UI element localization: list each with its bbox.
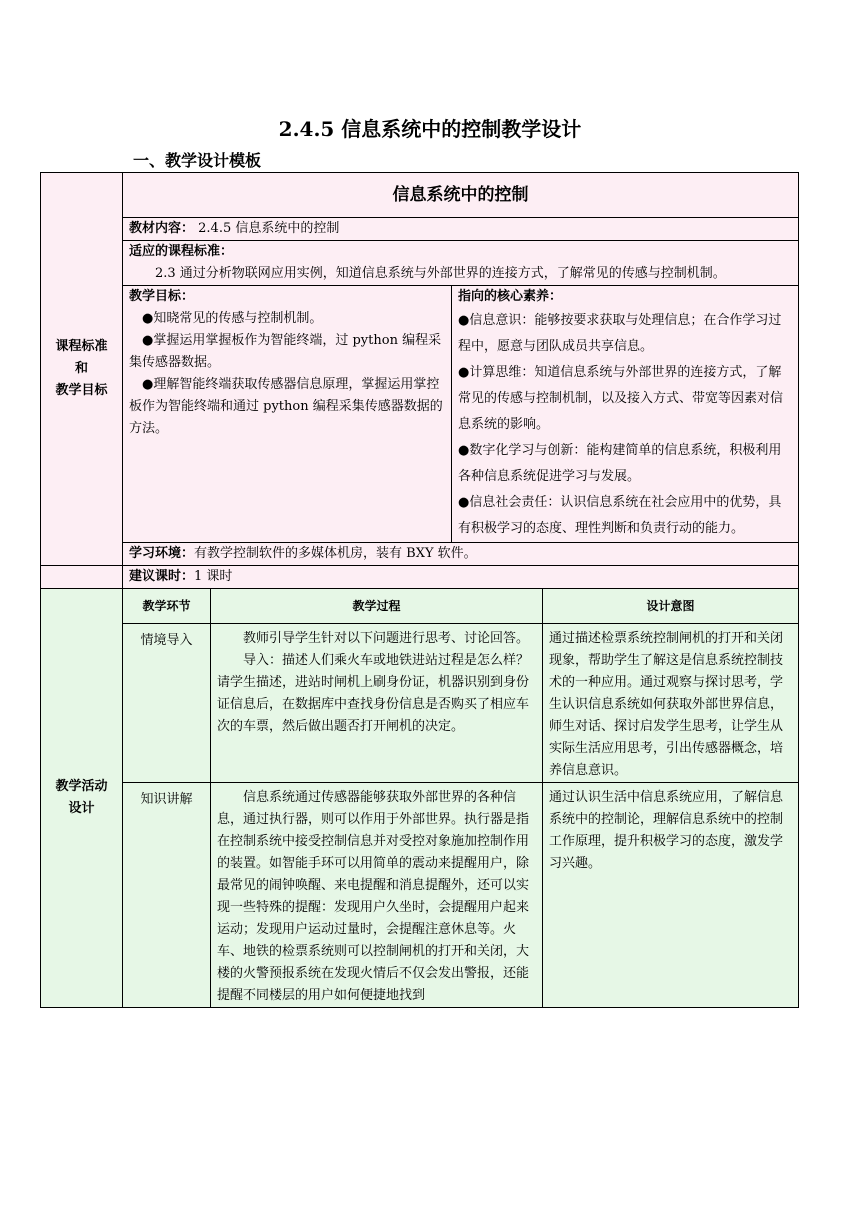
header-phase: 教学环节	[123, 589, 211, 624]
objectives-cell	[123, 286, 452, 543]
side-label-line: 教学活动	[55, 779, 108, 794]
hours-label: 建议课时：	[129, 569, 195, 584]
material-row	[123, 218, 799, 241]
core-literacy-cell	[452, 286, 799, 543]
material-value: 2.4.5 信息系统中的控制	[198, 221, 340, 236]
side-label-activities	[41, 589, 123, 1008]
objective-item: ●知晓常见的传感与控制机制。	[142, 311, 323, 326]
core-literacy-item: ●信息社会责任：认识信息系统在社会应用中的优势，具有积极学习的态度、理性判断和负责行动的能力。	[458, 495, 782, 536]
process-cell	[211, 624, 543, 783]
phase-cell: 情境导入	[123, 624, 211, 783]
process-paragraph: 教师引导学生针对以下问题进行思考、讨论回答。	[243, 631, 530, 646]
curriculum-standard-cell	[123, 241, 799, 286]
hours-side-cell	[41, 566, 123, 589]
process-paragraph: 信息系统通过传感器能够获取外部世界的各种信息，通过执行器，则可以作用于外部世界。执行器是指在控制系统中接受控制信息并对受控对象施加控制作用的装置。如智能手环可以用简单的震动来提醒用户，除最常见的闹钟唤醒、来电提醒和消息提醒外，还可以实现一些特殊的提醒：发现用户久坐时，会提醒用户起来运动；发现用户运动过量时，会提醒注意休息等。火车、地铁的检票系统则可以控制闸机的打开和关闭，大楼的火警预报系统在发现火情后不仅会发出警报，还能提醒不同楼层的用户如何便捷地找到	[217, 790, 530, 1003]
hours-row	[123, 566, 799, 589]
lesson-design-table	[40, 172, 799, 1008]
intent-cell: 通过描述检票系统控制闸机的打开和关闭现象，帮助学生了解这是信息系统控制技术的一种应用。通过观察与探讨思考，学生认识信息系统如何获取外部世界信息，师生对话、探讨启发学生思考，让学生从实际生活应用思考，引出传感器概念，培养信息意识。	[543, 624, 799, 783]
side-label-line: 课程标准	[55, 339, 108, 354]
document-title: 2.4.5 信息系统中的控制教学设计	[278, 117, 582, 141]
side-label-line: 教学目标	[55, 383, 108, 398]
objective-item: ●理解智能终端获取传感器信息原理，掌握运用掌控板作为智能终端和通过 python 编程采集传感器数据的方法。	[129, 377, 443, 436]
hours-value: 1 课时	[194, 569, 233, 584]
course-title: 信息系统中的控制	[123, 173, 799, 218]
objectives-label: 教学目标：	[129, 289, 195, 304]
process-cell	[211, 783, 543, 1008]
header-intent: 设计意图	[543, 589, 799, 624]
process-paragraph: 导入：描述人们乘火车或地铁进站过程是怎么样？请学生描述，进站时闸机上刷身份证，机器识别到身份证信息后，在数据库中查找身份信息是否购买了相应车次的车票，然后做出题否打开闸机的决定。	[217, 653, 530, 734]
environment-row	[123, 543, 799, 566]
core-literacy-label: 指向的核心素养：	[458, 289, 563, 304]
header-process: 教学过程	[211, 589, 543, 624]
intent-cell: 通过认识生活中信息系统应用，了解信息系统中的控制论，理解信息系统中的控制工作原理，提升积极学习的态度，激发学习兴趣。	[543, 783, 799, 1008]
environment-value: 有教学控制软件的多媒体机房，装有 BXY 软件。	[194, 546, 477, 561]
phase-cell: 知识讲解	[123, 783, 211, 1008]
side-label-standards	[41, 173, 123, 566]
section-heading: 一、教学设计模板	[133, 151, 262, 170]
core-literacy-item: ●数字化学习与创新：能构建简单的信息系统，积极利用各种信息系统促进学习与发展。	[458, 443, 782, 484]
material-label: 教材内容：	[129, 221, 195, 236]
core-literacy-item: ●信息意识：能够按要求获取与处理信息；在合作学习过程中，愿意与团队成员共享信息。	[458, 313, 782, 354]
objective-item: ●掌握运用掌握板作为智能终端，过 python 编程采集传感器数据。	[129, 333, 442, 370]
side-label-line: 和	[74, 361, 88, 376]
curriculum-standard-label: 适应的课程标准：	[129, 244, 234, 259]
side-label-line: 设计	[68, 801, 95, 816]
curriculum-standard-text: 2.3 通过分析物联网应用实例，知道信息系统与外部世界的连接方式，了解常见的传感与控制机制。	[155, 266, 726, 281]
environment-label: 学习环境：	[129, 546, 195, 561]
core-literacy-item: ●计算思维：知道信息系统与外部世界的连接方式，了解常见的传感与控制机制，以及接入方式、带宽等因素对信息系统的影响。	[458, 365, 784, 432]
